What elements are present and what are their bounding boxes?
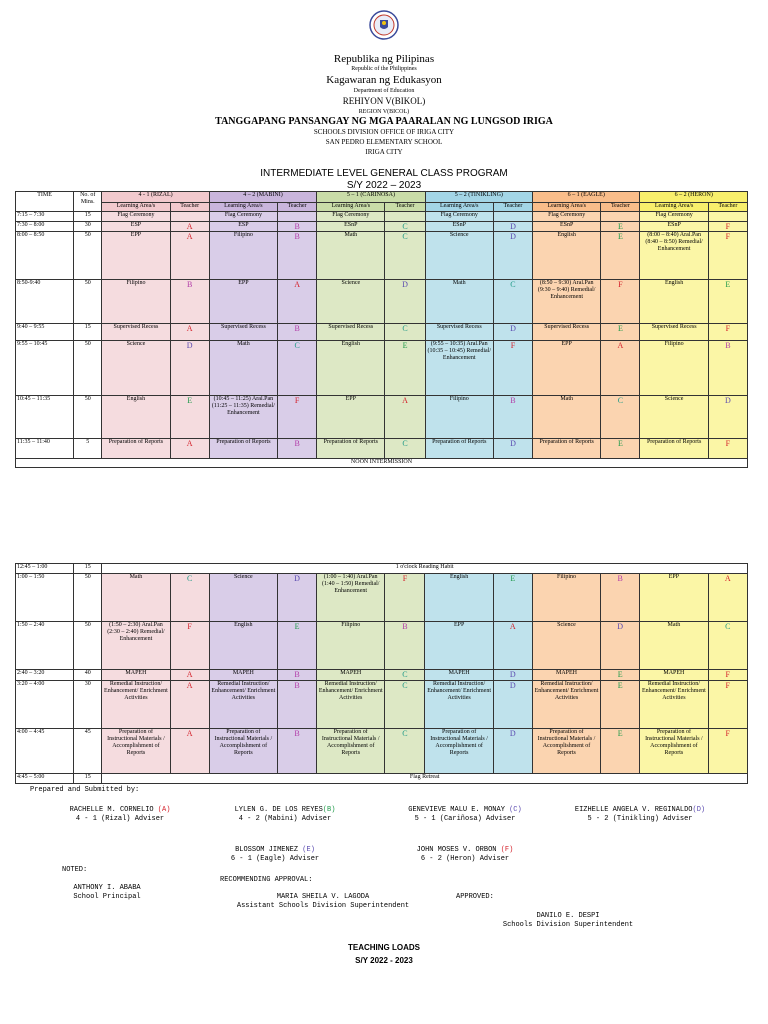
learning-area-cell: Remedial Instruction/ Enhancement/ Enrichment Activities (425, 681, 493, 729)
time-cell: 1:50 – 2:40 (16, 622, 74, 670)
schedule-row (16, 774, 748, 784)
program-sy: S/Y 2022 – 2023 (346, 180, 422, 191)
time-cell: 11:35 – 11:40 (16, 439, 74, 459)
teacher-cell: C (278, 341, 317, 396)
teacher-cell: F (708, 222, 747, 232)
teacher-cell: A (601, 341, 640, 396)
learning-area-cell: ESnP (425, 222, 493, 232)
mins-cell: 50 (74, 622, 102, 670)
learning-area-cell: Supervised Recess (209, 324, 277, 341)
learning-area-cell: MAPEH (532, 670, 600, 681)
teacher-cell: A (170, 222, 209, 232)
schedule-row (16, 222, 748, 232)
learning-area-cell: EPP (102, 232, 170, 280)
learning-area-cell: Preparation of Instructional Materials / Accomplishment of Reports (317, 729, 385, 774)
teacher-cell: E (601, 729, 640, 774)
learning-area-cell: Preparation of Reports (209, 439, 277, 459)
learning-area-cell: Remedial Instruction/ Enhancement/ Enrichment Activities (102, 681, 170, 729)
teacher-cell: C (708, 622, 747, 670)
flag-retreat-cell: Flag Retreat (102, 774, 748, 784)
learning-area-cell: English (209, 622, 277, 670)
section-header: 4 - 1 (RIZAL) (102, 192, 209, 203)
learning-area-cell: Filipino (532, 574, 600, 622)
learning-area-cell: (8:50 – 9:30) Aral.Pan (9:30 – 9:40) Remedial/ Enhancement (533, 280, 601, 324)
time-header: TIME (16, 192, 74, 212)
teacher-subheader: Teacher (493, 203, 532, 212)
header-office-en: SCHOOLS DIVISION OFFICE OF IRIGA CITY (313, 128, 455, 136)
teacher-cell: F (385, 574, 425, 622)
learning-area-cell: Science (425, 232, 493, 280)
teacher-cell: B (278, 232, 317, 280)
learning-area-cell: Flag Ceremony (102, 212, 170, 222)
schedule-row (16, 729, 748, 774)
learning-area-cell: Science (532, 622, 600, 670)
schedule-row (16, 622, 748, 670)
teacher-cell: E (601, 324, 640, 341)
time-cell: 10:45 – 11:35 (16, 396, 74, 439)
learning-area-cell: Supervised Recess (425, 324, 493, 341)
schedule-row (16, 280, 748, 324)
teacher-cell: A (278, 280, 317, 324)
time-cell: 4:00 – 4:45 (16, 729, 74, 774)
schedule-row (16, 212, 748, 222)
teacher-cell: A (170, 729, 209, 774)
learning-area-cell: English (317, 341, 385, 396)
learning-area-cell: Filipino (102, 280, 170, 324)
teacher-cell: A (170, 439, 209, 459)
learning-area-cell: Filipino (425, 396, 493, 439)
learning-area-cell: (8:00 – 8:40) Aral.Pan (8:40 – 8:50) Remedial/ Enhancement (640, 232, 708, 280)
noted-label: NOTED: (62, 866, 88, 874)
learning-area-cell: Preparation of Reports (640, 439, 708, 459)
noon-intermission: NOON INTERMISSION (16, 459, 748, 468)
teacher-cell: B (278, 324, 317, 341)
learning-area-cell: Preparation of Reports (102, 439, 170, 459)
schedule-row (16, 681, 748, 729)
mins-cell: 5 (74, 439, 102, 459)
adviser-block: RACHELLE M. CORNELIO (A) 4 - 1 (Rizal) Adviser (69, 806, 171, 824)
learning-area-cell: ESP (102, 222, 170, 232)
section-header: 5 – 2 (TINIKLING) (425, 192, 532, 203)
learning-area-cell: (1:00 – 1:40) Aral.Pan (1:40 – 1:50) Remedial/ Enhancement (317, 574, 385, 622)
learning-area-cell: Flag Ceremony (640, 212, 708, 222)
adviser-block: LYLEN G. DE LOS REYES(B) 4 - 2 (Mabini) Adviser (234, 806, 336, 824)
teacher-cell: F (601, 280, 640, 324)
learning-area-cell: Flag Ceremony (425, 212, 493, 222)
teacher-cell: B (493, 396, 532, 439)
learning-area-cell: Math (102, 574, 170, 622)
header-region-en: REGION V(BICOL) (358, 109, 410, 115)
teacher-cell: C (385, 232, 425, 280)
teacher-cell: F (493, 341, 532, 396)
section-header: 6 – 2 (HERON) (640, 192, 748, 203)
schedule-row (16, 341, 748, 396)
learning-area-cell: Math (317, 232, 385, 280)
teacher-cell: C (385, 324, 425, 341)
learning-area-cell: Preparation of Reports (425, 439, 493, 459)
section-header: 6 – 1 (EAGLE) (533, 192, 640, 203)
teacher-cell: E (601, 681, 640, 729)
teacher-cell (601, 212, 640, 222)
adviser-block: GENEVIEVE MALU E. MONAY (C) 5 - 1 (Cariñosa) Adviser (408, 806, 522, 824)
teacher-cell: C (385, 670, 425, 681)
teacher-cell: E (601, 222, 640, 232)
mins-cell: 50 (74, 341, 102, 396)
teacher-cell: A (170, 324, 209, 341)
learning-area-cell: MAPEH (102, 670, 170, 681)
teacher-cell: D (277, 574, 316, 622)
teacher-cell: A (170, 670, 209, 681)
schedule-row (16, 564, 748, 574)
principal-block: ANTHONY I. ABABA School Principal (73, 884, 141, 902)
teacher-cell: D (385, 280, 425, 324)
teacher-cell: F (708, 670, 747, 681)
deped-seal-icon (369, 10, 399, 40)
header-school: SAN PEDRO ELEMENTARY SCHOOL (325, 138, 443, 146)
header-dept: Kagawaran ng Edukasyon (326, 74, 442, 86)
time-cell: 7:30 – 8:00 (16, 222, 74, 232)
teacher-cell: F (708, 439, 747, 459)
teacher-cell: E (385, 341, 425, 396)
teacher-cell: E (277, 622, 316, 670)
teacher-cell: B (385, 622, 425, 670)
teacher-cell: E (493, 574, 532, 622)
teacher-cell: F (708, 729, 747, 774)
learning-area-cell: Supervised Recess (533, 324, 601, 341)
mins-cell: 45 (74, 729, 102, 774)
header-city: IRIGA CITY (365, 148, 403, 156)
teacher-cell: D (170, 341, 209, 396)
section-header: 5 – 1 (CARINOSA) (317, 192, 425, 203)
learning-area-cell: English (102, 396, 170, 439)
teacher-cell: C (385, 439, 425, 459)
learning-area-subheader: Learning Area/s (533, 203, 601, 212)
learning-area-cell: Remedial Instruction/ Enhancement/ Enrichment Activities (640, 681, 708, 729)
teacher-cell: B (170, 280, 209, 324)
header-region: REHIYON V(BIKOL) (342, 96, 426, 106)
learning-area-cell: ESP (209, 222, 277, 232)
learning-area-cell: Math (533, 396, 601, 439)
teacher-cell: B (278, 439, 317, 459)
teacher-cell: D (601, 622, 640, 670)
mins-cell: 15 (74, 774, 102, 784)
learning-area-cell: Preparation of Instructional Materials / Accomplishment of Reports (209, 729, 277, 774)
class-program-morning-table (15, 191, 748, 468)
teacher-cell: D (493, 232, 532, 280)
teacher-subheader: Teacher (708, 203, 747, 212)
teacher-cell: A (385, 396, 425, 439)
teacher-cell: A (493, 622, 532, 670)
asds-block: MARIA SHEILA V. LAGODA Assistant Schools Division Superintendent (236, 893, 410, 911)
learning-area-cell: Flag Ceremony (209, 212, 277, 222)
learning-area-cell: ESnP (533, 222, 601, 232)
mins-header: No. of Mins. (74, 192, 102, 212)
learning-area-cell: EPP (209, 280, 277, 324)
time-cell: 9:40 – 9:55 (16, 324, 74, 341)
schedule-row (16, 324, 748, 341)
teacher-cell (708, 212, 747, 222)
adviser-block: BLOSSOM JIMENEZ (E) 6 - 1 (Eagle) Adviser (230, 846, 320, 864)
teacher-cell: A (170, 681, 209, 729)
learning-area-cell: Remedial Instruction/ Enhancement/ Enrichment Activities (317, 681, 385, 729)
teacher-subheader: Teacher (278, 203, 317, 212)
teacher-cell: B (278, 222, 317, 232)
learning-area-cell: English (533, 232, 601, 280)
teacher-cell: B (277, 681, 316, 729)
time-cell: 4:45 – 5:00 (16, 774, 74, 784)
teacher-cell: D (493, 222, 532, 232)
learning-area-cell: Math (640, 622, 708, 670)
learning-area-cell: ESnP (640, 222, 708, 232)
time-cell: 1:00 – 1:50 (16, 574, 74, 622)
teacher-cell: D (493, 670, 532, 681)
header-dept-en: Department of Education (353, 88, 415, 94)
learning-area-cell: EPP (533, 341, 601, 396)
learning-area-cell: Science (317, 280, 385, 324)
teacher-cell: C (493, 280, 532, 324)
time-cell: 8:00 – 8:50 (16, 232, 74, 280)
teacher-cell: B (708, 341, 747, 396)
teacher-cell: C (601, 396, 640, 439)
teacher-cell: C (385, 729, 425, 774)
adviser-block: JOHN MOSES V. ORBON (F) 6 - 2 (Heron) Adviser (416, 846, 514, 864)
learning-area-subheader: Learning Area/s (102, 203, 170, 212)
schedule-row (16, 574, 748, 622)
learning-area-subheader: Learning Area/s (209, 203, 277, 212)
teacher-subheader: Teacher (170, 203, 209, 212)
learning-area-cell: EPP (317, 396, 385, 439)
mins-cell: 50 (74, 232, 102, 280)
learning-area-cell: Preparation of Instructional Materials / Accomplishment of Reports (425, 729, 493, 774)
teacher-cell (170, 212, 209, 222)
learning-area-cell: ESnP (317, 222, 385, 232)
teacher-cell: D (493, 324, 532, 341)
mins-cell: 30 (74, 681, 102, 729)
adviser-block: EIZHELLE ANGELA V. REGINALDO(D) 5 - 2 (Tinikling) Adviser (574, 806, 706, 824)
learning-area-subheader: Learning Area/s (425, 203, 493, 212)
reading-habit-cell: 1 o'clock Reading Habit (102, 564, 748, 574)
teacher-cell: C (385, 222, 425, 232)
learning-area-cell: Science (640, 396, 708, 439)
time-cell: 9:55 – 10:45 (16, 341, 74, 396)
learning-area-cell: Preparation of Instructional Materials / Accomplishment of Reports (102, 729, 170, 774)
mins-cell: 50 (74, 396, 102, 439)
schedule-row (16, 232, 748, 280)
section-header: 4 – 2 (MABINI) (209, 192, 316, 203)
mins-cell: 30 (74, 222, 102, 232)
prepared-label: Prepared and Submitted by: (30, 786, 140, 794)
learning-area-cell: MAPEH (640, 670, 708, 681)
teacher-cell: F (708, 324, 747, 341)
teaching-loads-title: TEACHING LOADS (348, 943, 420, 952)
teacher-subheader: Teacher (385, 203, 425, 212)
teacher-cell: E (601, 670, 640, 681)
learning-area-cell: English (640, 280, 708, 324)
header-republic-en: Republic of the Philippines (351, 66, 417, 72)
schedule-row (16, 396, 748, 439)
teacher-cell: D (493, 681, 532, 729)
learning-area-subheader: Learning Area/s (317, 203, 385, 212)
learning-area-subheader: Learning Area/s (640, 203, 708, 212)
teaching-loads-sy: S/Y 2022 - 2023 (355, 956, 413, 965)
learning-area-cell: MAPEH (425, 670, 493, 681)
time-cell: 2:40 – 3:20 (16, 670, 74, 681)
learning-area-cell: Science (102, 341, 170, 396)
time-cell: 12:45 – 1:00 (16, 564, 74, 574)
class-program-afternoon-table (15, 563, 748, 784)
mins-cell: 50 (74, 574, 102, 622)
time-cell: 3:20 – 4:00 (16, 681, 74, 729)
learning-area-cell: Supervised Recess (317, 324, 385, 341)
learning-area-cell: Preparation of Instructional Materials / Accomplishment of Reports (532, 729, 600, 774)
learning-area-cell: (10:45 – 11:25) Aral.Pan (11:25 – 11:35) Remedial/ Enhancement (209, 396, 277, 439)
teacher-cell: D (708, 396, 747, 439)
sds-block: DANILO E. DESPI Schools Division Superintendent (502, 912, 634, 930)
time-cell: 8:50-9:40 (16, 280, 74, 324)
teacher-cell (493, 212, 532, 222)
teacher-cell: F (708, 681, 747, 729)
mins-cell: 15 (74, 564, 102, 574)
approved-label: APPROVED: (456, 893, 494, 901)
learning-area-cell: EPP (425, 622, 493, 670)
teacher-cell: A (708, 574, 747, 622)
recommending-label: RECOMMENDING APPROVAL: (220, 876, 313, 884)
learning-area-cell: (9:55 – 10:35) Aral.Pan (10:35 – 10:45) Remedial/ Enhancement (425, 341, 493, 396)
header-office: TANGGAPANG PANSANGAY NG MGA PAARALAN NG LUNGSOD IRIGA (215, 116, 553, 127)
teacher-cell: F (708, 232, 747, 280)
learning-area-cell: English (425, 574, 493, 622)
learning-area-cell: Science (209, 574, 277, 622)
mins-cell: 15 (74, 212, 102, 222)
time-cell: 7:15 – 7:30 (16, 212, 74, 222)
teacher-cell: C (385, 681, 425, 729)
teacher-cell: B (277, 670, 316, 681)
teacher-cell: F (278, 396, 317, 439)
program-title: INTERMEDIATE LEVEL GENERAL CLASS PROGRAM (260, 168, 508, 179)
learning-area-cell: Remedial Instruction/ Enhancement/ Enrichment Activities (209, 681, 277, 729)
learning-area-cell: Remedial Instruction/ Enhancement/ Enrichment Activities (532, 681, 600, 729)
teacher-cell: E (170, 396, 209, 439)
learning-area-cell: EPP (640, 574, 708, 622)
teacher-cell (385, 212, 425, 222)
learning-area-cell: Preparation of Instructional Materials / Accomplishment of Reports (640, 729, 708, 774)
mins-cell: 50 (74, 280, 102, 324)
header-republic: Republika ng Pilipinas (333, 53, 435, 65)
mins-cell: 40 (74, 670, 102, 681)
learning-area-cell: MAPEH (209, 670, 277, 681)
learning-area-cell: Filipino (317, 622, 385, 670)
learning-area-cell: Supervised Recess (102, 324, 170, 341)
mins-cell: 15 (74, 324, 102, 341)
teacher-cell: D (493, 729, 532, 774)
teacher-cell: E (708, 280, 747, 324)
teacher-cell: F (170, 622, 209, 670)
teacher-cell: E (601, 439, 640, 459)
teacher-cell: C (170, 574, 209, 622)
teacher-subheader: Teacher (601, 203, 640, 212)
learning-area-cell: Filipino (640, 341, 708, 396)
teacher-cell: B (277, 729, 316, 774)
learning-area-cell: MAPEH (317, 670, 385, 681)
learning-area-cell: Flag Ceremony (533, 212, 601, 222)
learning-area-cell: Filipino (209, 232, 277, 280)
learning-area-cell: Flag Ceremony (317, 212, 385, 222)
learning-area-cell: Preparation of Reports (317, 439, 385, 459)
teacher-cell: B (601, 574, 640, 622)
learning-area-cell: Math (209, 341, 277, 396)
learning-area-cell: Math (425, 280, 493, 324)
teacher-cell: D (493, 439, 532, 459)
learning-area-cell: (1:50 – 2:30) Aral.Pan (2:30 – 2:40) Remedial/ Enhancement (102, 622, 170, 670)
schedule-row (16, 670, 748, 681)
teacher-cell: E (601, 232, 640, 280)
teacher-cell: A (170, 232, 209, 280)
learning-area-cell: Preparation of Reports (533, 439, 601, 459)
learning-area-cell: Supervised Recess (640, 324, 708, 341)
teacher-cell (278, 212, 317, 222)
schedule-row (16, 439, 748, 459)
